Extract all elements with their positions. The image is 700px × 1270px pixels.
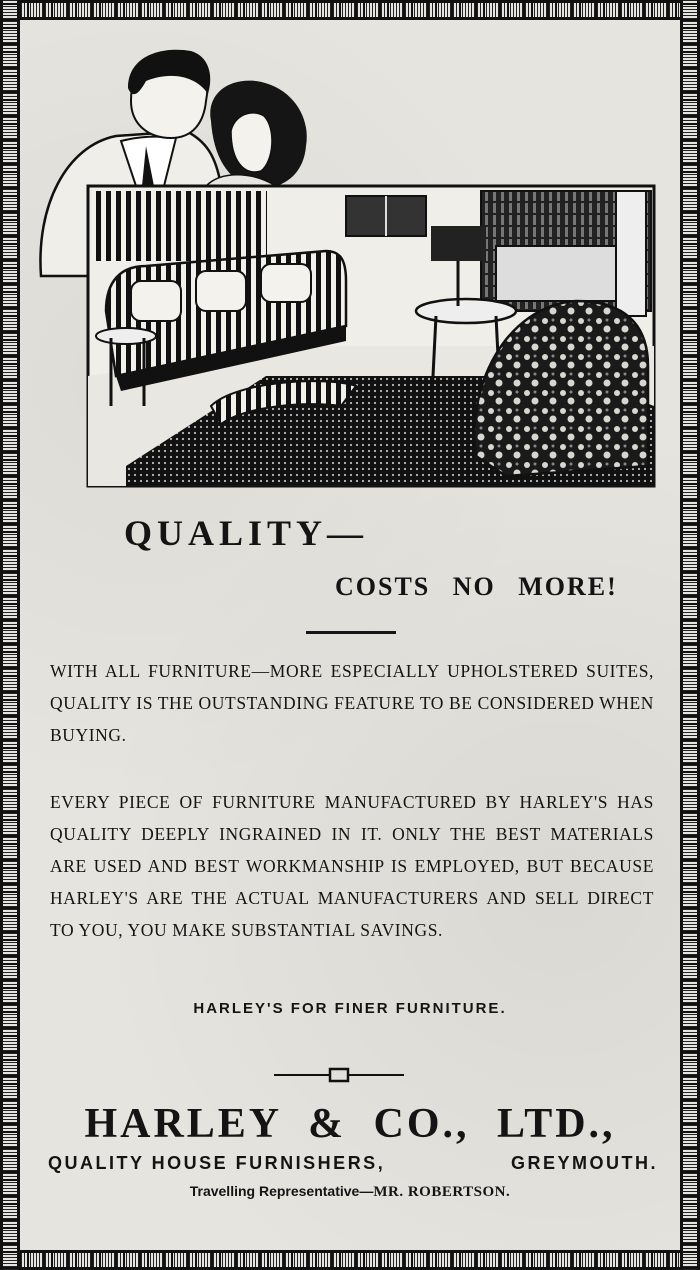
subheadline: COSTS NO MORE! <box>335 572 618 601</box>
ornament-divider <box>274 1066 404 1084</box>
representative-label: Travelling Representative— <box>189 1183 374 1199</box>
company-subline <box>48 1153 658 1174</box>
living-room-illustration <box>36 46 656 491</box>
paragraph-quality: WITH ALL FURNITURE—MORE ESPECIALLY UPHOLSTERED SUITES, QUALITY IS THE OUTSTANDING FEATURE TO BE CONSIDERED WHEN BUYING. <box>50 661 654 745</box>
divider-rule <box>306 631 396 634</box>
tagline: HARLEY'S FOR FINER FURNITURE. <box>193 1000 507 1017</box>
company-description: QUALITY HOUSE FURNISHERS, <box>48 1153 386 1173</box>
representative-line <box>0 1183 700 1201</box>
decorative-border-right <box>680 0 700 1270</box>
decorative-border-left <box>0 0 20 1270</box>
paragraph-manufacturing: EVERY PIECE OF FURNITURE MANUFACTURED BY HARLEY'S HAS QUALITY DEEPLY INGRAINED IN IT. ONLY THE BEST MATERIALS ARE USED AND BEST WORKMANSHIP IS EMPLOYED, BUT BECAUSE HARLEY'S ARE THE ACTUAL MANUFACTURERS AND SELL DIRECT TO YOU, YOU MAKE SUBSTANTIAL SAVINGS. <box>50 792 654 940</box>
company-location: GREYMOUTH. <box>510 1153 658 1173</box>
company-name: HARLEY & CO., LTD., <box>84 1101 616 1147</box>
decorative-border-top <box>0 0 700 20</box>
headline: QUALITY— <box>124 513 369 553</box>
decorative-border-bottom <box>0 1250 700 1270</box>
representative-name: MR. ROBERTSON. <box>373 1184 511 1200</box>
